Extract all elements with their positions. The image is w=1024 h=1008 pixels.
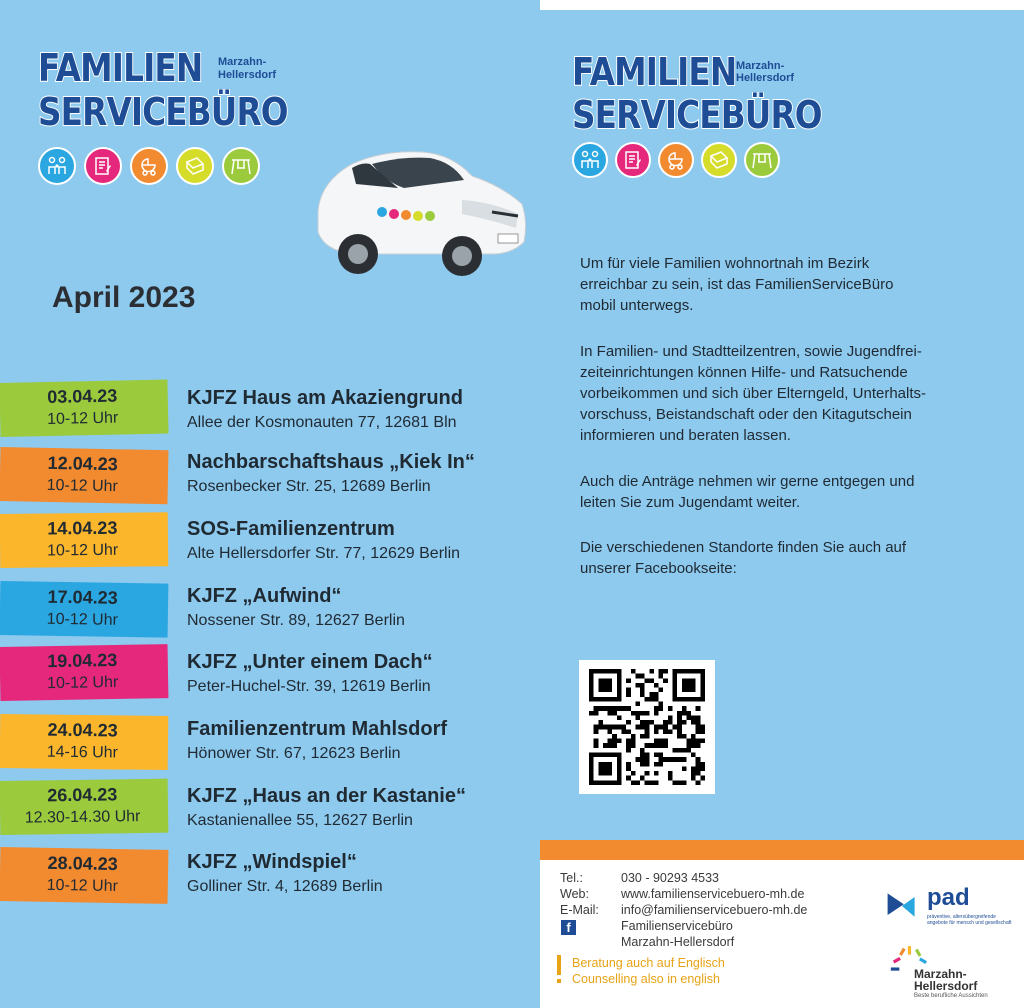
event-row — [0, 847, 540, 905]
family-icon — [572, 142, 608, 178]
date-tag — [0, 379, 169, 437]
pad-tagline-2: angebote für mensch und gesellschaft — [927, 920, 1012, 926]
event-row — [0, 647, 540, 705]
date-tag — [0, 581, 168, 638]
event-date: 03.04.23 — [46, 385, 118, 408]
text-line: mobil unterwegs. — [580, 297, 694, 314]
district-logo — [888, 944, 1018, 1004]
date-tag — [0, 512, 168, 568]
intro-paragraph-1 — [580, 253, 1000, 316]
event-row — [0, 714, 540, 772]
pad-wordmark: pad — [927, 884, 970, 911]
district-name-line1: Marzahn- — [914, 967, 967, 981]
event-date: 24.04.23 — [47, 719, 118, 741]
web-link[interactable]: www.familienservicebuero-mh.de — [621, 887, 805, 901]
date-tag — [0, 644, 168, 701]
event-time: 10-12 Uhr — [46, 409, 119, 429]
email-link[interactable]: info@familienservicebuero-mh.de — [621, 903, 808, 917]
tel-label: Tel.: — [560, 871, 583, 885]
email-label: E-Mail: — [560, 903, 599, 917]
logo-left — [38, 48, 288, 188]
event-venue: SOS-Familienzentrum — [187, 518, 395, 540]
event-venue: Familienzentrum Mahlsdorf — [187, 718, 448, 740]
exclamation-icon — [556, 955, 562, 985]
text-line: Die verschiedenen Standorte finden Sie auch auf — [580, 539, 907, 556]
logo-district-line1: Marzahn- — [736, 60, 785, 72]
event-address: Alte Hellersdorfer Str. 77, 12629 Berlin — [187, 545, 461, 562]
event-date: 28.04.23 — [47, 852, 118, 875]
district-tagline: Beste berufliche Aussichten — [914, 993, 988, 999]
text-line: erreichbar zu sein, ist das FamilienServiceBüro — [580, 276, 894, 293]
event-address: Hönower Str. 67, 12623 Berlin — [187, 745, 401, 762]
text-line: zeiteinrichtungen können Hilfe- und Ratsuchende — [580, 364, 908, 381]
stroller-icon — [658, 142, 694, 178]
event-time: 14-16 Uhr — [46, 743, 119, 762]
logo-icons — [38, 147, 260, 185]
document-icon — [84, 147, 122, 185]
text-line: Auch die Anträge nehmen wir gerne entgegen und — [580, 473, 915, 490]
pad-logo — [884, 884, 1012, 930]
intro-paragraph-3 — [580, 471, 1000, 513]
event-date: 12.04.23 — [47, 452, 118, 475]
logo-line1: FAMILIEN — [572, 50, 737, 94]
web-label: Web: — [560, 887, 589, 901]
text-line: In Familien- und Stadtteilzentren, sowie Jugendfrei- — [580, 343, 922, 360]
event-venue: KJFZ „Windspiel“ — [187, 851, 357, 873]
date-tag — [0, 447, 168, 504]
car-image — [312, 142, 530, 282]
note-german: Beratung auch auf Englisch — [572, 956, 725, 970]
event-venue: KJFZ „Aufwind“ — [187, 585, 342, 607]
date-tag — [0, 847, 168, 904]
event-address: Golliner Str. 4, 12689 Berlin — [187, 878, 383, 895]
event-venue: Nachbarschaftshaus „Kiek In“ — [187, 451, 475, 473]
qr-code[interactable] — [579, 660, 715, 794]
logo-district-line2: Hellersdorf — [736, 72, 795, 84]
logo-icons — [572, 142, 780, 178]
text-line: leiten Sie zum Jugendamt weiter. — [580, 494, 801, 511]
event-address: Peter-Huchel-Str. 39, 12619 Berlin — [187, 678, 431, 695]
event-address: Nossener Str. 89, 12627 Berlin — [187, 612, 405, 629]
event-time: 10-12 Uhr — [46, 476, 119, 496]
swing-icon — [744, 142, 780, 178]
facebook-name-line2[interactable]: Marzahn-Hellersdorf — [621, 935, 735, 949]
book-icon — [701, 142, 737, 178]
event-venue: KJFZ Haus am Akaziengrund — [187, 387, 463, 409]
date-tag — [0, 714, 168, 770]
text-line: vorbeikommen und sich über Elterngeld, Unterhalts- — [580, 385, 927, 402]
text-line: informieren und beraten lassen. — [580, 427, 791, 444]
event-row — [0, 581, 540, 639]
event-address: Kastanienallee 55, 12627 Berlin — [187, 812, 413, 829]
event-address: Rosenbecker Str. 25, 12689 Berlin — [187, 478, 431, 495]
logo-line2: SERVICEBÜRO — [572, 93, 822, 137]
pad-mark-icon — [884, 888, 920, 924]
event-row — [0, 781, 540, 839]
event-time: 10-12 Uhr — [46, 610, 119, 629]
book-icon — [176, 147, 214, 185]
event-date: 26.04.23 — [47, 784, 118, 806]
event-row — [0, 514, 540, 572]
text-line: vorschuss, Beistandschaft oder den Kitagutschein — [580, 406, 912, 423]
intro-paragraph-2 — [580, 341, 1000, 446]
event-venue: KJFZ „Haus an der Kastanie“ — [187, 785, 466, 807]
logo-line1: FAMILIEN — [38, 46, 203, 90]
swing-icon — [222, 147, 260, 185]
event-venue: KJFZ „Unter einem Dach“ — [187, 651, 433, 673]
event-time: 10-12 Uhr — [46, 876, 119, 896]
event-address: Allee der Kosmonauten 77, 12681 Bln — [187, 414, 457, 431]
event-time: 12.30-14.30 Uhr — [24, 808, 141, 827]
facebook-icon[interactable]: f — [561, 920, 576, 935]
text-line: unserer Facebookseite: — [580, 560, 737, 577]
document-icon — [615, 142, 651, 178]
district-name-line2: Hellersdorf — [914, 979, 978, 993]
facebook-name-line1[interactable]: Familienservicebüro — [621, 919, 733, 933]
event-time: 10-12 Uhr — [46, 541, 119, 560]
intro-paragraph-4 — [580, 537, 1000, 579]
logo-line2: SERVICEBÜRO — [38, 90, 288, 134]
pad-tagline-1: präventive, altersübergreifende — [927, 914, 996, 920]
event-date: 17.04.23 — [47, 586, 118, 608]
event-row — [0, 447, 540, 505]
note-english: Counselling also in english — [572, 972, 721, 986]
footer-accent-bar — [540, 840, 1024, 860]
event-time: 10-12 Uhr — [46, 673, 119, 693]
event-date: 19.04.23 — [47, 649, 118, 672]
logo-right — [572, 52, 822, 182]
logo-district-line2: Hellersdorf — [218, 69, 277, 81]
date-tag — [0, 779, 168, 835]
family-icon — [38, 147, 76, 185]
event-date: 14.04.23 — [47, 517, 118, 539]
logo-district-line1: Marzahn- — [218, 56, 267, 68]
tel-value[interactable]: 030 - 90293 4533 — [621, 871, 720, 885]
month-heading: April 2023 — [52, 281, 196, 314]
event-row — [0, 383, 540, 441]
text-line: Um für viele Familien wohnortnah im Bezirk — [580, 255, 870, 272]
stroller-icon — [130, 147, 168, 185]
